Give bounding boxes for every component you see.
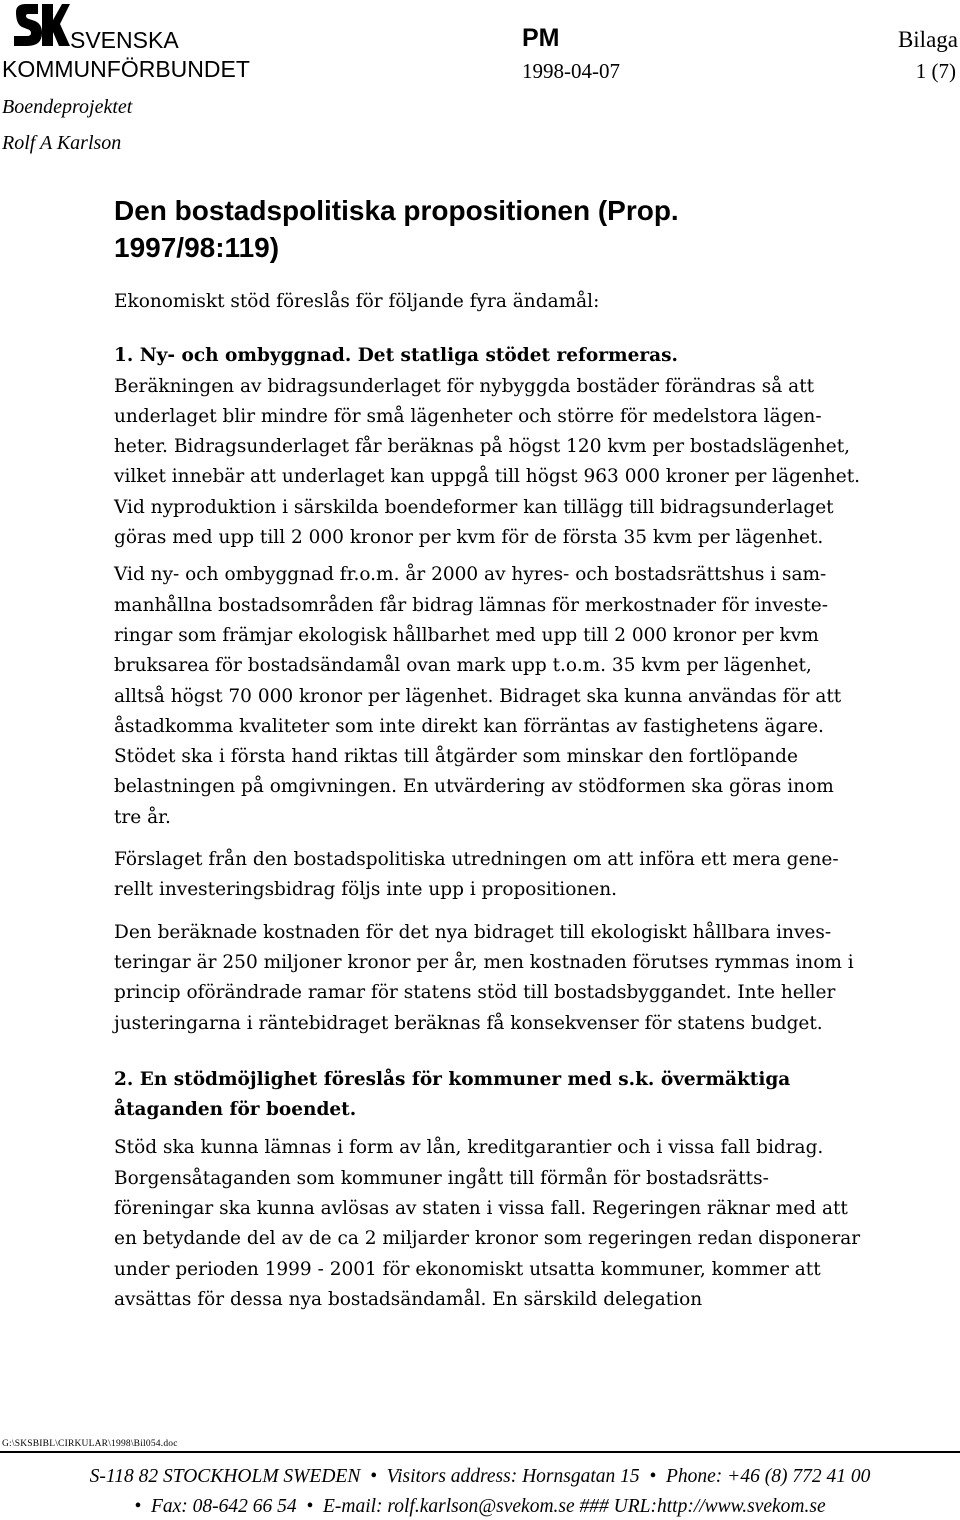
section1-paragraph4: Den beräknade kostnaden för det nya bidraget till ekologiskt hållbara inves-teringar är 250 miljoner kronor per år, men kostnaden förutses rymmas inom i princip oförändrade ramar för statens stöd till bostadsbyggandet. Inte heller justeringarna i räntebidraget beräknas få konsekvenser för statens budget. (114, 921, 854, 1034)
file-path: G:\SKSBIBL\CIRKULAR\1998\Bil054.doc (2, 1439, 178, 1449)
bullet-icon: • (134, 1496, 147, 1517)
section1-heading: 1. Ny- och ombyggnad. Det statliga stödet reformeras. (114, 345, 678, 367)
attachment-label: Bilaga (897, 27, 958, 52)
footer-divider (0, 1451, 960, 1453)
footer-line2 (0, 1496, 960, 1518)
section1-paragraph2: Vid ny- och ombyggnad fr.o.m. år 2000 av hyres- och bostadsrättshus i sam-manhållna bostadsområden får bidrag lämnas för merkostnader för investe-ringar som främjar ekologisk hållbarhet med upp till 2 000 kronor per kvm bruksarea för bostadsändamål ovan mark upp t.o.m. 35 kvm per lägenhet, alltså högst 70 000 kronor per lägenhet. Bidraget ska kunna användas för att åstadkomma kvaliteter som inte direkt kan förräntas av fastighetens ägare. Stödet ska i första hand riktas till åtgärder som minskar den fortlöpande belastningen på omgivningen. En utvärdering av stödformen ska göras inom tre år. (114, 564, 842, 828)
bullet-icon: • (365, 1466, 382, 1487)
document-date: 1998-04-07 (522, 59, 620, 83)
footer-visitors-address: Visitors address: Hornsgatan 15 (386, 1466, 640, 1487)
intro-text: Ekonomiskt stöd föreslås för följande fyra ändamål: (114, 291, 600, 312)
footer-address: S-118 82 STOCKHOLM SWEDEN (89, 1466, 361, 1487)
page-number: 1 (7) (915, 59, 956, 83)
org-name-line1: SVENSKA (70, 27, 179, 53)
document-type: PM (522, 24, 560, 52)
footer-email-url: E-mail: rolf.karlson@svekom.se ### URL:http://www.svekom.se (322, 1496, 826, 1517)
footer-phone: Phone: +46 (8) 772 41 00 (665, 1466, 871, 1487)
footer-line1 (0, 1466, 960, 1488)
org-name-line2: KOMMUNFÖRBUNDET (2, 56, 250, 82)
svenska-kommunforbundet-logo (12, 2, 70, 48)
section2-heading: 2. En stödmöjlighet föreslås för kommuner med s.k. övermäktiga åtaganden för boendet. (114, 1068, 791, 1121)
bullet-icon: • (301, 1496, 319, 1517)
document-body (114, 192, 862, 1315)
footer-fax: Fax: 08-642 66 54 (150, 1496, 297, 1517)
page-title: Den bostadspolitiska propositionen (Prop. 1997/98:119) (114, 195, 679, 263)
project-name: Boendeprojektet (2, 96, 133, 118)
section1-paragraph3: Förslaget från den bostadspolitiska utredningen om att införa ett mera gene-rellt investeringsbidrag följs inte upp i propositionen. (114, 849, 839, 901)
section2-paragraph1: Stöd ska kunna lämnas i form av lån, kreditgarantier och i vissa fall bidrag. Borgensåtaganden som kommuner ingått till förmån för bostadsrätts-föreningar ska kunna avlösas av staten i vissa fall. Regeringen räknar med att en betydande del av de ca 2 miljarder kronor som regeringen redan disponerar under perioden 1999 - 2001 för ekonomiskt utsatta kommuner, kommer att avsättas för dessa nya bostadsändamål. En särskild delegation (114, 1137, 861, 1310)
section1-paragraph1: Beräkningen av bidragsunderlaget för nybyggda bostäder förändras så att underlaget blir mindre för små lägenheter och större för medelstora lägen-heter. Bidragsunderlaget får beräknas på högst 120 kvm per bostadslägenhet, vilket innebär att underlaget kan uppgå till högst 963 000 kroner per lägenhet. Vid nyproduktion i särskilda boendeformer kan tillägg till bidragsunderlaget göras med upp till 2 000 kronor per kvm för de första 35 kvm per lägenhet. (114, 375, 861, 549)
author-name: Rolf A Karlson (2, 132, 122, 154)
bullet-icon: • (644, 1466, 662, 1487)
